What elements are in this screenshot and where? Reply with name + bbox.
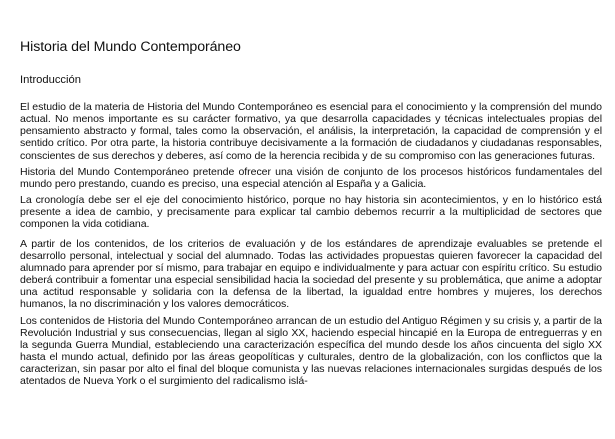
paragraph-5: Los contenidos de Historia del Mundo Contemporáneo arrancan de un estudio del Antiguo Régimen y su crisis y, a partir de la Revolución Industrial y sus consecuencias, llegan al siglo XX, haciendo especial hincapié en la Europa de entreguerras y en la segunda Guerra Mundial, estableciendo una caracterización específica del mundo desde los años cincuenta del siglo XX hasta el mundo actual, definido por las áreas geopolíticas y culturales, dentro de la globalización, con los conflictos que la caracterizan, sin pasar por alto el final del bloque comunista y las nuevas relaciones internacionales surgidas después de los atentados de Nueva York o el surgimiento del radicalismo islá- [20,314,602,388]
paragraph-4: A partir de los contenidos, de los criterios de evaluación y de los estándares de aprendizaje evaluables se pretende el desarrollo personal, intelectual y social del alumnado. Todas las actividades propuestas quieren favorecer la capacidad del alumnado para aprender por sí mismo, para trabajar en equipo e individualmente y para actuar con espíritu crítico. Su estudio deberá contribuir a fomentar una especial sensibilidad hacia la sociedad del presente y su problemática, que anime a adoptar una actitud responsable y solidaria con la defensa de la libertad, la igualdad entre hombres y mujeres, los derechos humanos, la no discriminación y los valores democráticos. [20,237,602,311]
paragraph-2: Historia del Mundo Contemporáneo pretende ofrecer una visión de conjunto de los procesos históricos fundamentales del mundo pero prestando, cuando es preciso, una especial atención al España y a Galicia. [20,165,602,190]
document-title: Historia del Mundo Contemporáneo [20,39,241,55]
document-page [20,38,602,391]
paragraph-1: El estudio de la materia de Historia del Mundo Contemporáneo es esencial para el conocimiento y la comprensión del mundo actual. No menos importante es su carácter formativo, ya que desarrolla capacidades y técnicas intelectuales propias del pensamiento abstracto y formal, tales como la observación, el análisis, la interpretación, la capacidad de comprensión y el sentido crítico. Por otra parte, la historia contribuye decisivamente a la formación de ciudadanos y ciudadanas responsables, conscientes de sus derechos y deberes, así como de la herencia recibida y de su compromiso con las generaciones futuras. [20,101,602,162]
section-heading: Introducción [20,74,81,86]
paragraph-3: La cronología debe ser el eje del conocimiento histórico, porque no hay historia sin acontecimientos, y en lo histórico está presente a idea de cambio, y precisamente para explicar tal cambio debemos recurrir a la multiplicidad de sectores que componen la vida cotidiana. [20,194,602,231]
